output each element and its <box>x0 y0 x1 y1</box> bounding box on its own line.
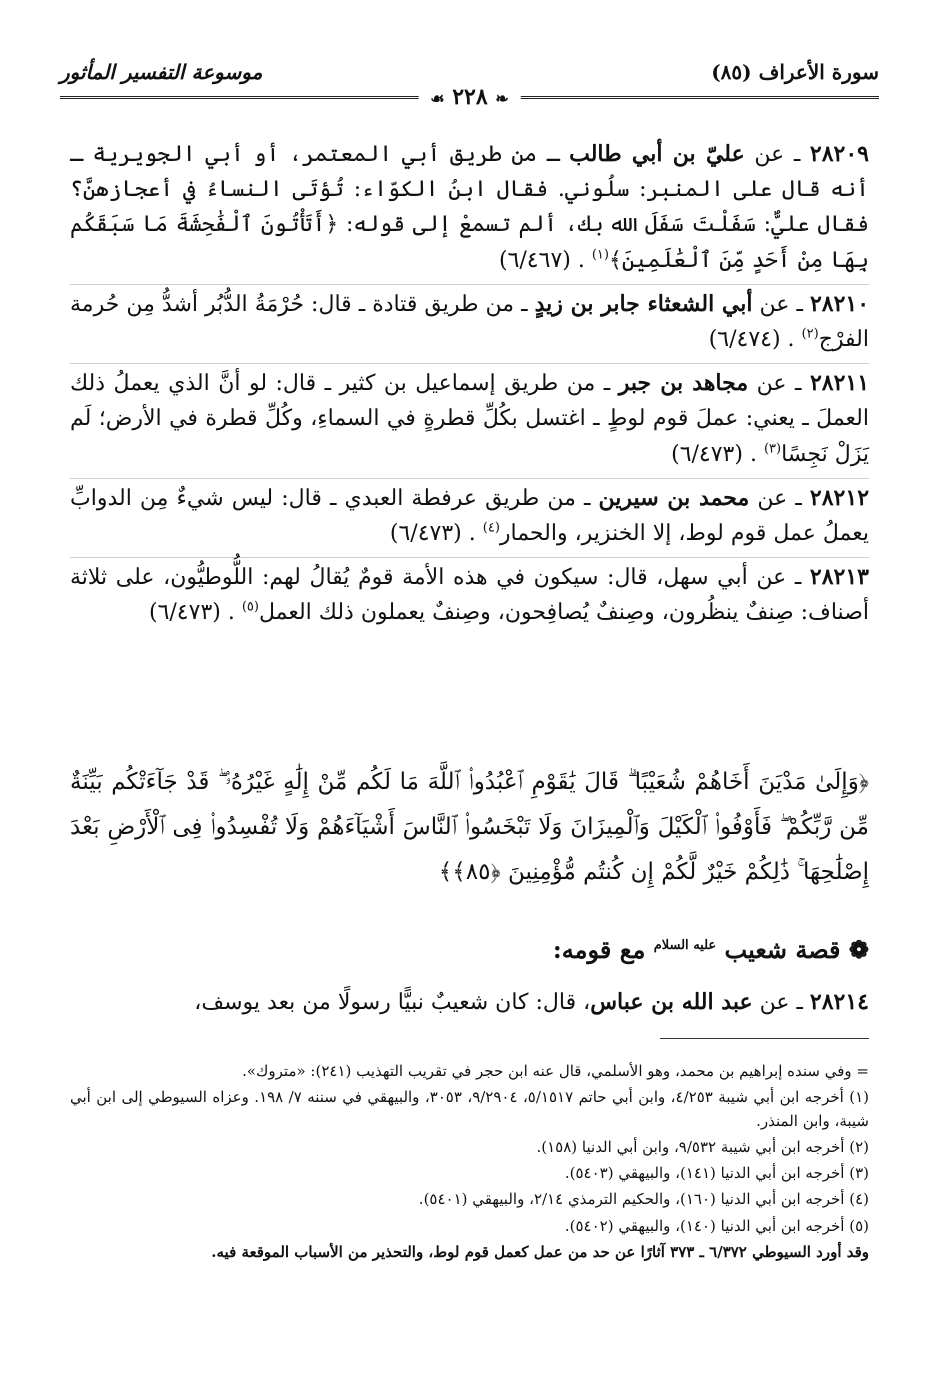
hadith-entry <box>70 985 869 1020</box>
honorific-text: عليه السلام <box>653 938 717 953</box>
entry-prefix: ـ عن <box>759 990 803 1015</box>
entry-number: ٢٨٢١٣ <box>809 564 869 591</box>
entry-number: ٢٨٢١٤ <box>809 989 869 1015</box>
footnote-marker: (٤) <box>482 520 500 536</box>
hadith-entry <box>70 558 869 636</box>
footnote-final: وقد أورد السيوطي ٦/٣٧٢ ـ ٣٧٣ آثارًا عن حد من عمل كعمل قوم لوط، والتحذير من الأسباب الموقعة فيه. <box>211 1242 869 1261</box>
footnote-rule <box>660 1038 869 1039</box>
entry-number: ٢٨٢١١ <box>809 370 870 397</box>
narrator-name: مجاهد بن جبر <box>618 370 749 397</box>
surah-title: سورة الأعراف (٨٥) <box>711 60 879 84</box>
ornament-icon: ☙ <box>430 89 445 108</box>
ornament-icon: ❧ <box>495 89 509 108</box>
volume-reference: . (٦/٤٧٣) <box>671 441 757 467</box>
footnote-marker: (٥) <box>241 599 259 615</box>
page-number <box>418 84 521 110</box>
entry-prefix: ـ عن <box>759 291 803 317</box>
entry-prefix: ـ عن <box>756 565 802 591</box>
footnote: = وفي سنده إبراهيم بن محمد، وهو الأسلمي، قال عنه ابن حجر في تقريب التهذيب (٢٤١): «متروك». <box>242 1062 869 1080</box>
entry-text: ـ من طريق عرفطة العبدي ـ قال: ليس شيءٌ مِن الدوابِّ يعملُ عمل قوم لوط، إلا الخنزير، والحمار <box>70 485 869 546</box>
hadith-entry <box>70 135 869 285</box>
entry-text: أبي سهل، قال: سيكون في هذه الأمة قومٌ يُقالُ لهم: اللُّوطيُّون، على ثلاثة أصناف: صِنفٌ ينظُرون، وصِنفٌ يُصافِحون، وصِنفٌ يعملون ذلك العمل <box>70 565 869 626</box>
hadith-list <box>70 135 869 636</box>
footnote: (٥) أخرجه ابن أبي الدنيا (١٤٠)، والبيهقي (٥٤٠٢). <box>564 1216 869 1235</box>
entry-prefix: ـ عن <box>757 485 802 511</box>
page-number-value: ٢٢٨ <box>452 84 488 110</box>
footnote-marker: (٣) <box>763 441 782 457</box>
footnote-marker: (٢) <box>801 326 819 342</box>
entry-text: ـ من طريق إسماعيل بن كثير ـ قال: لو أنَّ الذي يعملُ ذلك العملَ ـ يعني: عملَ قوم لوطٍ ـ اغتسل بكُلِّ قطرةٍ في السماءِ، وكُلِّ قطرة في الأرض؛ لَم يَزَلْ نَجِسًا <box>70 371 869 467</box>
narrator-name: محمد بن سيرين <box>598 484 750 511</box>
footnote-marker: (١) <box>591 247 609 263</box>
entry-text: ، قال: كان شعيبٌ نبيًّا رسولًا من بعد يوسف، <box>194 990 591 1015</box>
hadith-entry <box>70 285 869 364</box>
footnote: (٤) أخرجه ابن أبي الدنيا (١٦٠)، والحكيم الترمذي ٢/١٤، والبيهقي (٥٤٠١). <box>418 1190 869 1209</box>
footnote: (٣) أخرجه ابن أبي الدنيا (١٤١)، والبيهقي (٥٤٠٣). <box>564 1164 869 1182</box>
volume-reference: . (٦/٤٦٧) <box>498 247 585 273</box>
entry-number: ٢٨٢٠٩ <box>809 141 869 167</box>
entry-number: ٢٨٢١٠ <box>809 290 870 317</box>
narrator-name: عبد الله بن عباس <box>590 989 753 1015</box>
quran-verse: ﴿وَإِلَىٰ مَدْيَنَ أَخَاهُمْ شُعَيْبًا ۗ قَالَ يَٰقَوْمِ ٱعْبُدُوا۟ ٱللَّهَ مَا لَكُم مِّنْ إِلَٰهٍ غَيْرُهُۥ ۖ قَدْ جَآءَتْكُم بَيِّنَةٌ مِّن رَّبِّكُمْ ۖ فَأَوْفُوا۟ ٱلْكَيْلَ وَٱلْمِيزَانَ وَلَا تَبْخَسُوا۟ ٱلنَّاسَ أَشْيَآءَهُمْ وَلَا تُفْسِدُوا۟ فِى ٱلْأَرْضِ بَعْدَ إِصْلَٰحِهَا ۚ ذَٰلِكُمْ خَيْرٌ لَّكُمْ إِن كُنتُم مُّؤْمِنِينَ ﴿٨٥﴾﴾ <box>70 769 869 885</box>
footnotes <box>70 1060 869 1267</box>
section-heading <box>70 935 869 964</box>
book-title: موسوعة التفسير المأثور <box>60 60 263 84</box>
entry-text: ـ من طريق قتادة ـ قال: حُرْمَةُ الدُّبُر أشدُّ مِن حُرمة الفرْج <box>70 291 869 352</box>
section-title-end: مع قومه: <box>552 935 646 964</box>
footnote: (١) أخرجه ابن أبي شيبة ٤/٢٥٣، وابن أبي حاتم ٥/١٥١٧، ٩/٢٩٠٤، ٣٠٥٣، والبيهقي في سننه ٧/ ١٩٨. وعزاه السيوطي إلى ابن أبي شيبة، وابن المنذر. <box>70 1088 869 1130</box>
footnote: (٢) أخرجه ابن أبي شيبة ٩/٥٣٢، وابن أبي الدنيا (١٥٨). <box>536 1137 869 1156</box>
flower-icon: ❁ <box>848 935 869 964</box>
hadith-entry <box>70 364 869 479</box>
hadith-entry <box>70 479 869 558</box>
section-title-text: قصة شعيب <box>724 935 841 964</box>
entry-prefix: ـ عن <box>754 142 801 167</box>
volume-reference: . (٦/٤٧٣) <box>389 520 476 546</box>
entry-text: ـ من طريق أبي المعتمر، أو أبي الجويرية ـ أنه قال على المنبر: سلُوني. فقال ابنُ الكوّاء: تُؤتَى النساءُ في أعجازهنَّ؟ فقال عليٌّ: سَفَلْتَ سَفَلَ الله بك، ألم تسمعْ إلى قوله: ﴿أَتَأْتُونَ ٱلْفَٰحِشَةَ مَا سَبَقَكُم بِهَا مِنْ أَحَدٍ مِّنَ ٱلْعَٰلَمِينَ﴾ <box>70 142 869 273</box>
narrator-name: عليّ بن أبي طالب <box>569 141 745 167</box>
narrator-name: أبي الشعثاء جابر بن زيدٍ <box>534 290 753 317</box>
entry-number: ٢٨٢١٢ <box>809 484 870 511</box>
entry-prefix: ـ عن <box>756 371 802 397</box>
volume-reference: . (٦/٤٧٣) <box>148 600 235 626</box>
volume-reference: . (٦/٤٧٤) <box>708 326 795 352</box>
